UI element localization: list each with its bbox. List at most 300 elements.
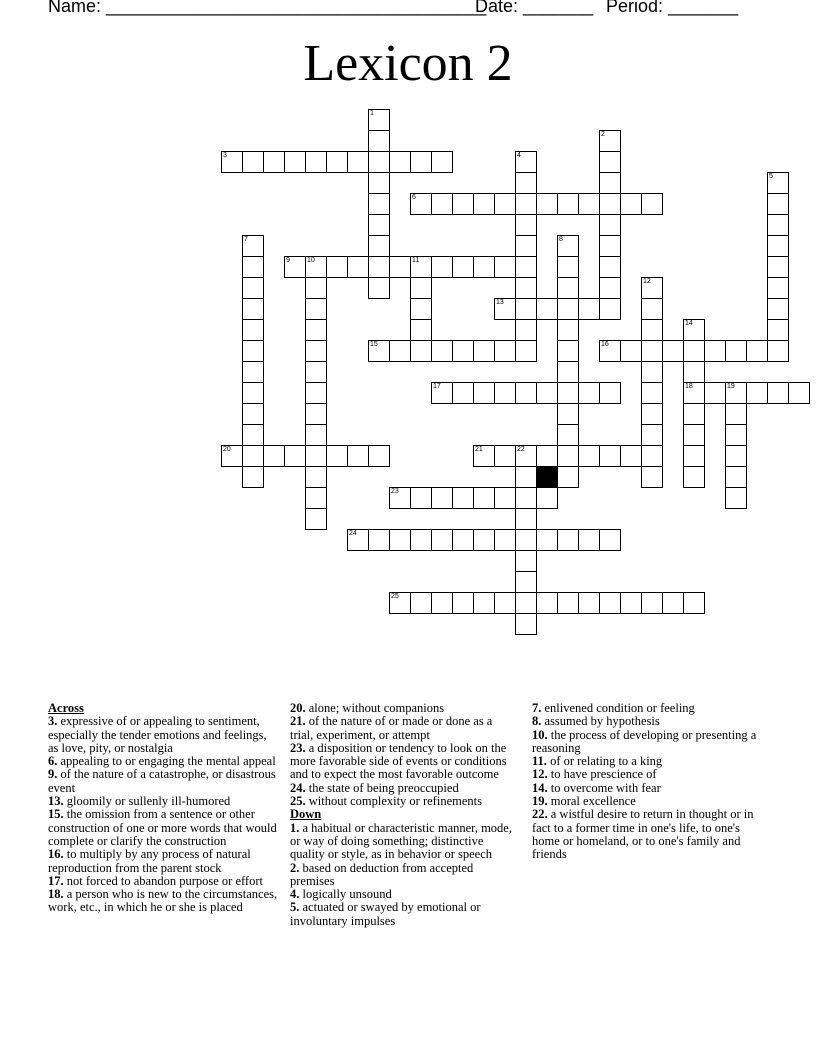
grid-cell[interactable] (410, 487, 432, 509)
grid-cell[interactable] (242, 424, 264, 446)
across-clue (48, 795, 280, 808)
grid-cell[interactable] (305, 508, 327, 530)
grid-cell[interactable] (557, 361, 579, 383)
clue-text: not forced to abandon purpose or effort (63, 873, 263, 888)
period-field-label[interactable]: Period: _______ (606, 0, 739, 16)
across-clue (290, 782, 516, 795)
grid-cell[interactable] (263, 151, 285, 173)
grid-cell[interactable] (326, 256, 348, 278)
down-clue (532, 782, 770, 795)
clue-number: 24 (349, 530, 357, 537)
grid-cell[interactable] (641, 340, 663, 362)
clue-number: 22 (517, 446, 525, 453)
clue-text: appealing to or engaging the mental appeal (57, 754, 276, 769)
grid-cell[interactable] (641, 277, 663, 299)
grid-cell[interactable] (557, 193, 579, 215)
grid-cell[interactable] (599, 130, 621, 152)
clue-number: 13. (48, 794, 64, 809)
grid-cell[interactable] (452, 340, 474, 362)
grid-cell[interactable] (431, 193, 453, 215)
grid-cell[interactable] (704, 340, 726, 362)
grid-cell[interactable] (662, 592, 684, 614)
grid-cell[interactable] (263, 445, 285, 467)
grid-cell[interactable] (389, 487, 411, 509)
grid-cell[interactable] (452, 256, 474, 278)
grid-cell[interactable] (599, 151, 621, 173)
grid-cell[interactable] (515, 298, 537, 320)
grid-cell[interactable] (557, 340, 579, 362)
clue-text: actuated or swayed by emotional or involuntary impulses (290, 900, 481, 928)
grid-cell[interactable] (431, 529, 453, 551)
clue-text: to have prescience of (547, 767, 657, 782)
grid-cell[interactable] (557, 382, 579, 404)
grid-cell[interactable] (284, 445, 306, 467)
grid-cell[interactable] (515, 529, 537, 551)
grid-cell[interactable] (305, 277, 327, 299)
grid-cell[interactable] (515, 256, 537, 278)
grid-cell[interactable] (242, 382, 264, 404)
grid-cell[interactable] (473, 487, 495, 509)
grid-cell[interactable] (242, 361, 264, 383)
grid-cell[interactable] (410, 151, 432, 173)
across-clue (290, 715, 516, 742)
clue-text: to multiply by any process of natural reproduction from the parent stock (48, 847, 251, 875)
grid-cell[interactable] (431, 151, 453, 173)
across-clue (48, 715, 280, 755)
grid-cell[interactable] (368, 445, 390, 467)
grid-cell[interactable] (536, 298, 558, 320)
grid-cell[interactable] (494, 382, 516, 404)
grid-cell[interactable] (452, 529, 474, 551)
grid-cell[interactable] (557, 466, 579, 488)
clue-number: 3 (223, 152, 227, 159)
grid-cell[interactable] (725, 487, 747, 509)
down-heading: Down (290, 807, 322, 822)
date-field-label[interactable]: Date: _______ (475, 0, 594, 16)
grid-cell[interactable] (515, 172, 537, 194)
grid-cell[interactable] (305, 340, 327, 362)
grid-cell[interactable] (305, 298, 327, 320)
grid-cell[interactable] (473, 592, 495, 614)
grid-cell[interactable] (578, 298, 600, 320)
grid-cell[interactable] (515, 277, 537, 299)
clue-number: 16. (48, 847, 64, 862)
grid-cell[interactable] (494, 340, 516, 362)
grid-cell[interactable] (347, 529, 369, 551)
grid-cell[interactable] (515, 235, 537, 257)
grid-cell[interactable] (284, 151, 306, 173)
grid-cell[interactable] (557, 592, 579, 614)
grid-cell[interactable] (599, 172, 621, 194)
grid-cell[interactable] (473, 193, 495, 215)
grid-cell[interactable] (389, 592, 411, 614)
clue-number: 7 (244, 236, 248, 243)
grid-cell[interactable] (515, 466, 537, 488)
grid-cell[interactable] (326, 445, 348, 467)
across-clue (48, 875, 280, 888)
grid-cell[interactable] (599, 382, 621, 404)
down-clue (532, 795, 770, 808)
clue-text: to overcome with fear (547, 780, 661, 795)
grid-cell[interactable] (557, 256, 579, 278)
grid-cell[interactable] (599, 193, 621, 215)
grid-cell[interactable] (368, 235, 390, 257)
grid-cell[interactable] (452, 382, 474, 404)
clue-number: 15 (370, 341, 378, 348)
grid-cell[interactable] (494, 445, 516, 467)
page-title: Lexicon 2 (303, 35, 513, 92)
clue-text: of or relating to a king (546, 754, 663, 769)
grid-cell[interactable] (536, 592, 558, 614)
grid-cell[interactable] (515, 319, 537, 341)
across-clue (48, 848, 280, 875)
grid-cell[interactable] (305, 445, 327, 467)
grid-cell[interactable] (725, 403, 747, 425)
down-clue-list (290, 822, 516, 928)
clue-text: the process of developing or presenting a reasoning (532, 727, 757, 755)
grid-cell[interactable] (536, 193, 558, 215)
grid-cell[interactable] (410, 319, 432, 341)
grid-cell[interactable] (767, 298, 789, 320)
clue-number: 11. (532, 754, 547, 769)
grid-cell[interactable] (494, 487, 516, 509)
grid-cell[interactable] (767, 235, 789, 257)
clue-number: 10. (532, 727, 548, 742)
grid-cell[interactable] (368, 529, 390, 551)
grid-cell[interactable] (515, 550, 537, 572)
across-heading: Across (48, 701, 84, 715)
grid-cell[interactable] (599, 214, 621, 236)
grid-cell[interactable] (641, 403, 663, 425)
grid-cell[interactable] (368, 277, 390, 299)
grid-cell[interactable] (725, 466, 747, 488)
grid-cell[interactable] (242, 466, 264, 488)
grid-cell[interactable] (494, 592, 516, 614)
grid-cell[interactable] (305, 151, 327, 173)
across-clue (48, 755, 280, 768)
grid-cell[interactable] (242, 151, 264, 173)
grid-cell[interactable] (368, 256, 390, 278)
grid-cell[interactable] (683, 424, 705, 446)
grid-cell[interactable] (641, 424, 663, 446)
grid-cell[interactable] (620, 592, 642, 614)
clue-number: 14. (532, 780, 548, 795)
clue-number: 8 (559, 236, 563, 243)
grid-cell[interactable] (221, 445, 243, 467)
across-clue (48, 768, 280, 795)
grid-cell[interactable] (347, 256, 369, 278)
clue-number: 23 (391, 488, 399, 495)
grid-cell[interactable] (620, 445, 642, 467)
clue-number: 5. (290, 900, 300, 915)
clue-number: 21 (475, 446, 483, 453)
clue-number: 4 (517, 152, 521, 159)
grid-cell[interactable] (515, 193, 537, 215)
clue-text: without complexity or refinements (305, 794, 482, 809)
grid-cell[interactable] (515, 592, 537, 614)
clue-text: logically unsound (299, 887, 392, 902)
grid-cell[interactable] (641, 193, 663, 215)
grid-cell[interactable] (368, 109, 390, 131)
grid-cell[interactable] (368, 340, 390, 362)
clue-number: 12. (532, 767, 548, 782)
clue-text: alone; without companions (305, 701, 445, 715)
across-clue (48, 808, 280, 848)
grid-cell[interactable] (578, 529, 600, 551)
grid-cell[interactable] (536, 445, 558, 467)
clue-text: the omission from a sentence or other construction of one or more words that would complete or clarify the construction (48, 807, 277, 848)
grid-cell[interactable] (305, 256, 327, 278)
grid-cell[interactable] (284, 256, 306, 278)
grid-cell[interactable] (305, 319, 327, 341)
grid-cell[interactable] (242, 298, 264, 320)
grid-cell[interactable] (746, 382, 768, 404)
grid-cell[interactable] (473, 256, 495, 278)
grid-cell[interactable] (242, 319, 264, 341)
grid-cell[interactable] (683, 403, 705, 425)
down-clue (532, 715, 770, 728)
grid-cell[interactable] (683, 592, 705, 614)
grid-cell[interactable] (389, 151, 411, 173)
grid-cell[interactable] (452, 592, 474, 614)
grid-cell[interactable] (767, 382, 789, 404)
grid-cell[interactable] (431, 340, 453, 362)
grid-cell[interactable] (557, 403, 579, 425)
grid-cell[interactable] (515, 382, 537, 404)
grid-cell[interactable] (515, 571, 537, 593)
grid-cell[interactable] (683, 382, 705, 404)
clue-number: 17. (48, 873, 64, 888)
grid-cell[interactable] (557, 445, 579, 467)
clue-number: 19 (727, 383, 735, 390)
grid-cell[interactable] (620, 340, 642, 362)
grid-cell[interactable] (557, 424, 579, 446)
grid-cell[interactable] (410, 298, 432, 320)
clue-number: 1. (290, 820, 300, 835)
clue-text: of the nature of or made or done as a trial, experiment, or attempt (290, 714, 493, 742)
name-field-label[interactable]: Name: ______________________________________ (48, 0, 487, 16)
grid-cell[interactable] (326, 151, 348, 173)
grid-cell[interactable] (536, 382, 558, 404)
grid-cell[interactable] (578, 592, 600, 614)
grid-cell[interactable] (662, 340, 684, 362)
grid-cell[interactable] (641, 382, 663, 404)
grid-cell[interactable] (725, 382, 747, 404)
grid-cell[interactable] (410, 193, 432, 215)
grid-cell[interactable] (410, 256, 432, 278)
clue-number: 9. (48, 767, 58, 782)
clue-number: 16 (601, 341, 609, 348)
grid-cell[interactable] (431, 382, 453, 404)
clue-text: a wistful desire to return in thought or in fact to a former time in one's life, to one's home or homeland, or to one's family and friends (532, 807, 754, 862)
black-cell (536, 466, 558, 488)
grid-cell[interactable] (704, 382, 726, 404)
grid-cell[interactable] (242, 403, 264, 425)
clue-number: 4. (290, 887, 300, 902)
clue-number: 2 (601, 131, 605, 138)
grid-cell[interactable] (725, 445, 747, 467)
grid-cell[interactable] (641, 361, 663, 383)
grid-cell[interactable] (452, 487, 474, 509)
grid-cell[interactable] (494, 529, 516, 551)
down-clue (532, 729, 770, 756)
grid-cell[interactable] (599, 256, 621, 278)
grid-cell[interactable] (683, 340, 705, 362)
across-clue-list (48, 715, 280, 914)
grid-cell[interactable] (599, 298, 621, 320)
grid-cell[interactable] (578, 193, 600, 215)
grid-cell[interactable] (557, 298, 579, 320)
grid-cell[interactable] (242, 256, 264, 278)
grid-cell[interactable] (683, 361, 705, 383)
grid-cell[interactable] (599, 340, 621, 362)
grid-cell[interactable] (473, 340, 495, 362)
clue-number: 20. (290, 701, 306, 715)
grid-cell[interactable] (452, 193, 474, 215)
grid-cell[interactable] (683, 319, 705, 341)
grid-cell[interactable] (305, 361, 327, 383)
clue-number: 5 (769, 173, 773, 180)
grid-cell[interactable] (305, 424, 327, 446)
grid-cell[interactable] (515, 214, 537, 236)
grid-cell[interactable] (305, 487, 327, 509)
clue-number: 3. (48, 714, 58, 729)
grid-cell[interactable] (599, 529, 621, 551)
clues-column-3 (532, 702, 770, 862)
grid-cell[interactable] (578, 445, 600, 467)
grid-cell[interactable] (599, 592, 621, 614)
grid-cell[interactable] (368, 172, 390, 194)
across-clue (290, 742, 516, 782)
grid-cell[interactable] (473, 382, 495, 404)
grid-cell[interactable] (473, 529, 495, 551)
grid-cell[interactable] (410, 277, 432, 299)
grid-cell[interactable] (221, 151, 243, 173)
grid-cell[interactable] (515, 151, 537, 173)
clue-number: 14 (685, 320, 693, 327)
grid-cell[interactable] (242, 340, 264, 362)
grid-cell[interactable] (368, 130, 390, 152)
grid-cell[interactable] (767, 277, 789, 299)
grid-cell[interactable] (746, 340, 768, 362)
grid-cell[interactable] (641, 445, 663, 467)
clue-number: 22. (532, 807, 548, 822)
grid-cell[interactable] (599, 445, 621, 467)
grid-cell[interactable] (683, 445, 705, 467)
clue-text: moral excellence (547, 794, 636, 809)
grid-cell[interactable] (515, 487, 537, 509)
grid-cell[interactable] (557, 319, 579, 341)
grid-cell[interactable] (242, 277, 264, 299)
grid-cell[interactable] (641, 319, 663, 341)
grid-cell[interactable] (767, 193, 789, 215)
grid-cell[interactable] (305, 466, 327, 488)
clue-number: 21. (290, 714, 306, 729)
grid-cell[interactable] (557, 235, 579, 257)
clue-text: a person who is new to the circumstances, work, etc., in which he or she is placed (48, 887, 278, 915)
down-clue (290, 888, 516, 901)
grid-cell[interactable] (599, 235, 621, 257)
clue-number: 18 (685, 383, 693, 390)
grid-cell[interactable] (788, 382, 810, 404)
grid-cell[interactable] (515, 340, 537, 362)
across-clue (290, 702, 516, 715)
clue-number: 23. (290, 740, 306, 755)
grid-cell[interactable] (767, 340, 789, 362)
clue-number: 9 (286, 257, 290, 264)
down-clue (532, 755, 770, 768)
grid-cell[interactable] (494, 298, 516, 320)
grid-cell[interactable] (515, 613, 537, 635)
grid-cell[interactable] (368, 151, 390, 173)
clue-number: 11 (412, 257, 420, 264)
clue-number: 25 (391, 593, 399, 600)
down-clue-list-cont (532, 702, 770, 862)
clue-text: the state of being preoccupied (305, 780, 459, 795)
grid-cell[interactable] (410, 529, 432, 551)
down-clue (290, 901, 516, 928)
grid-cell[interactable] (242, 235, 264, 257)
grid-cell[interactable] (368, 193, 390, 215)
grid-cell[interactable] (242, 445, 264, 467)
grid-cell[interactable] (725, 340, 747, 362)
grid-cell[interactable] (620, 193, 642, 215)
grid-cell[interactable] (431, 256, 453, 278)
grid-cell[interactable] (557, 529, 579, 551)
grid-cell[interactable] (536, 487, 558, 509)
grid-cell[interactable] (536, 529, 558, 551)
down-clue (290, 862, 516, 889)
grid-cell[interactable] (368, 214, 390, 236)
grid-cell[interactable] (494, 256, 516, 278)
grid-cell[interactable] (305, 382, 327, 404)
clue-number: 6. (48, 754, 58, 769)
grid-cell[interactable] (767, 214, 789, 236)
grid-cell[interactable] (347, 151, 369, 173)
grid-cell[interactable] (767, 172, 789, 194)
grid-cell[interactable] (494, 193, 516, 215)
grid-cell[interactable] (641, 592, 663, 614)
grid-cell[interactable] (347, 445, 369, 467)
grid-cell[interactable] (725, 424, 747, 446)
grid-cell[interactable] (473, 445, 495, 467)
grid-cell[interactable] (599, 277, 621, 299)
grid-cell[interactable] (389, 256, 411, 278)
grid-cell[interactable] (515, 445, 537, 467)
grid-cell[interactable] (767, 256, 789, 278)
clue-number: 17 (433, 383, 441, 390)
grid-cell[interactable] (410, 340, 432, 362)
clue-number: 7. (532, 701, 542, 715)
clue-text: a habitual or characteristic manner, mode, or way of doing something; distinctive quality or style, as in behavior or speech (290, 820, 512, 862)
grid-cell[interactable] (305, 403, 327, 425)
grid-cell[interactable] (410, 592, 432, 614)
clue-number: 6 (412, 194, 416, 201)
grid-cell[interactable] (431, 487, 453, 509)
grid-cell[interactable] (431, 592, 453, 614)
grid-cell[interactable] (389, 529, 411, 551)
grid-cell[interactable] (767, 319, 789, 341)
grid-cell[interactable] (641, 466, 663, 488)
clue-number: 8. (532, 714, 542, 729)
grid-cell[interactable] (578, 382, 600, 404)
clue-text: a disposition or tendency to look on the more favorable side of events or conditions and to expect the most favorable outcome (290, 740, 507, 782)
grid-cell[interactable] (389, 340, 411, 362)
grid-cell[interactable] (557, 277, 579, 299)
grid-cell[interactable] (683, 466, 705, 488)
grid-cell[interactable] (641, 298, 663, 320)
grid-cell[interactable] (515, 508, 537, 530)
